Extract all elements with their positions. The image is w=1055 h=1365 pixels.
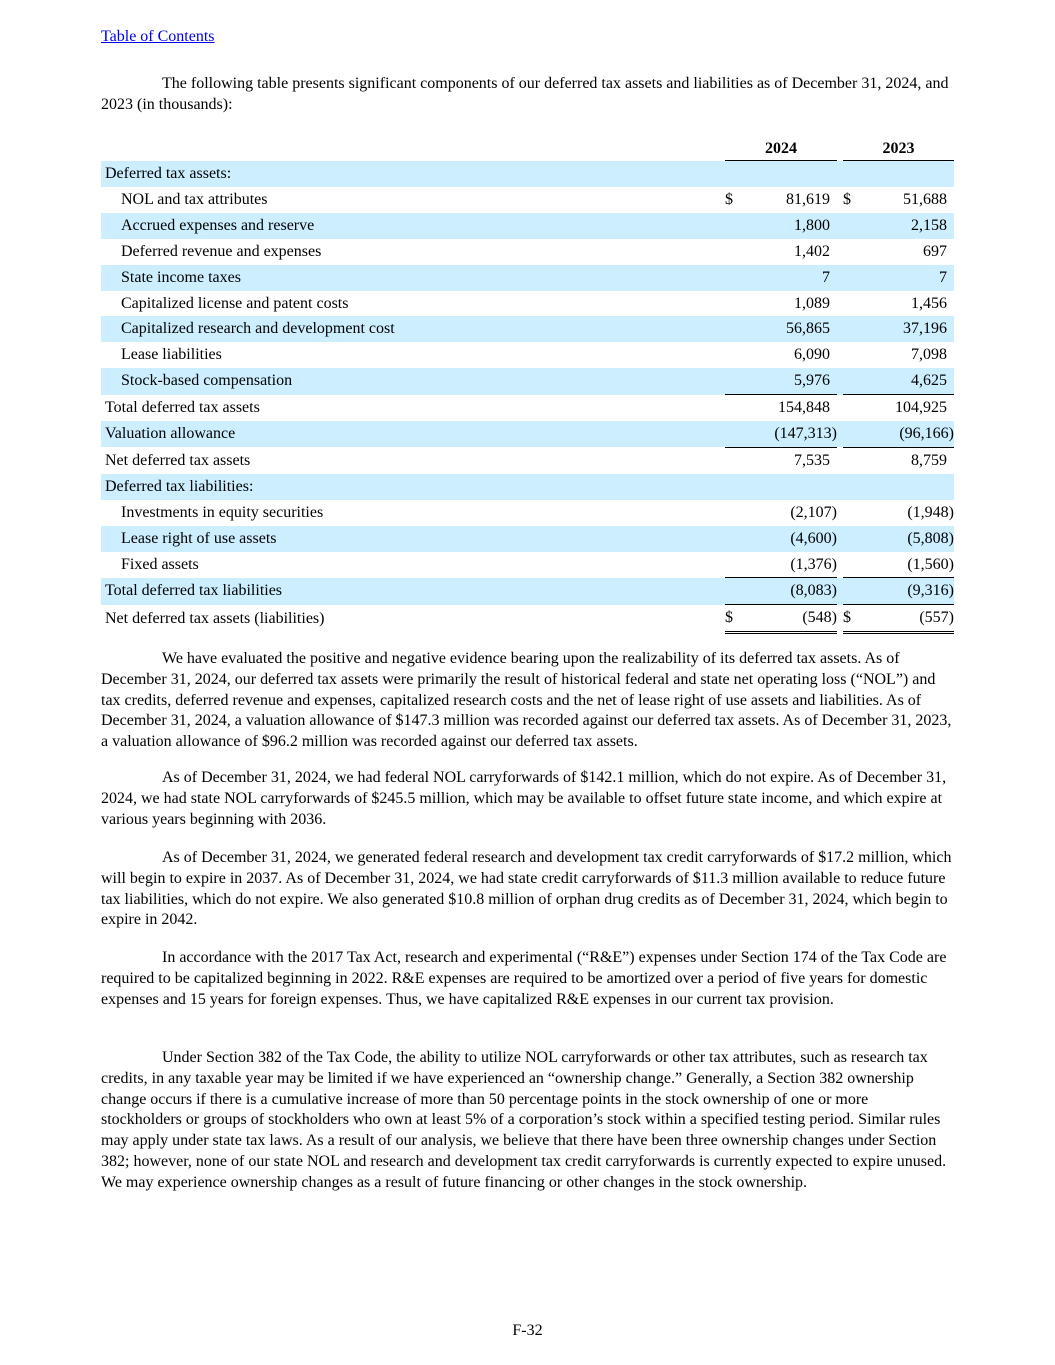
value-2023: (5,808) xyxy=(863,526,954,552)
value-2023: 2,158 xyxy=(863,213,954,239)
table-row xyxy=(101,578,954,605)
row-label: Net deferred tax assets (liabilities) xyxy=(105,609,325,627)
row-label: Accrued expenses and reserve xyxy=(101,213,721,239)
page-number: F-32 xyxy=(512,1322,543,1339)
value-2023: 104,925 xyxy=(895,399,947,417)
row-label: Deferred tax liabilities: xyxy=(101,474,721,500)
value-2024: 154,848 xyxy=(778,399,830,417)
value-2023: 37,196 xyxy=(863,316,954,342)
value-2024: (1,376) xyxy=(745,552,837,578)
value-2024: 56,865 xyxy=(745,316,837,342)
value-2024: 5,976 xyxy=(745,368,837,394)
row-label: Total deferred tax liabilities xyxy=(101,578,721,605)
row-label: Deferred revenue and expenses xyxy=(121,242,322,260)
value-2023: 4,625 xyxy=(863,368,954,394)
value-2024: 7,535 xyxy=(794,451,830,469)
table-row xyxy=(101,474,954,500)
paragraph-nol-carryforwards: As of December 31, 2024, we had federal NOL carryforwards of $142.1 million, which do not expire. As of December 31, 2024, we had state NOL carryforwards of $245.5 million, which may be available to offset future state income, and which expire at various years beginning with 2036. xyxy=(101,769,947,828)
value-2023: 697 xyxy=(923,242,947,260)
paragraph-section-174: In accordance with the 2017 Tax Act, research and experimental (“R&E”) expenses under Section 174 of the Tax Code are required to be capitalized beginning in 2022. R&E expenses are required to be amortized over a period of five years for domestic expenses and 15 years for foreign expenses. Thus, we have capitalized R&E expenses in our current tax provision. xyxy=(101,949,947,1008)
value-2023: 1,456 xyxy=(911,294,947,312)
row-label: Net deferred tax assets xyxy=(105,451,251,469)
table-row xyxy=(101,526,954,552)
table-row xyxy=(101,316,954,342)
table-row xyxy=(101,291,954,317)
table-row xyxy=(101,187,954,213)
currency-symbol: $ xyxy=(843,190,851,208)
value-2024: 1,402 xyxy=(794,242,830,260)
column-header-2024: 2024 xyxy=(725,138,837,161)
value-2024: (2,107) xyxy=(790,503,837,521)
table-row xyxy=(101,447,954,473)
value-2023: (96,166) xyxy=(863,421,954,447)
table-row xyxy=(101,161,954,187)
row-label: Valuation allowance xyxy=(101,421,721,447)
row-label: Capitalized research and development cost xyxy=(101,316,721,342)
row-label: Total deferred tax assets xyxy=(105,398,260,416)
value-2023: 7 xyxy=(863,265,954,291)
table-header-row xyxy=(101,138,954,161)
table-row xyxy=(101,605,954,633)
value-2024: (4,600) xyxy=(745,526,837,552)
table-row xyxy=(101,368,954,394)
table-row xyxy=(101,552,954,578)
row-label: Deferred tax assets: xyxy=(101,161,721,187)
value-2023: (557) xyxy=(863,605,954,633)
row-label: Fixed assets xyxy=(121,555,199,573)
table-row xyxy=(101,421,954,447)
row-label: Investments in equity securities xyxy=(121,503,324,521)
value-2023: 8,759 xyxy=(911,451,947,469)
row-label: Capitalized license and patent costs xyxy=(121,294,349,312)
row-label: NOL and tax attributes xyxy=(121,190,268,208)
currency-symbol: $ xyxy=(843,605,863,633)
value-2023: (1,948) xyxy=(907,503,954,521)
value-2023: (9,316) xyxy=(863,578,954,605)
paragraph-section-382: Under Section 382 of the Tax Code, the ability to utilize NOL carryforwards or other tax attributes, such as research tax credits, in any taxable year may be limited if we have experienced an “ownership change.” Generally, a Section 382 ownership change occurs if there is a cumulative increase of more than 50 percentage points in the stock ownership of one or more stockholders or groups of stockholders who own at least 5% of a corporation’s stock within a specified testing period. Similar rules may apply under state tax laws. As a result of our analysis, we believe that there have been three ownership changes under Section 382; however, none of our state NOL and research and development tax credit carryforwards is currently expected to expire unused. We may experience ownership changes as a result of future financing or other changes in the stock ownership. xyxy=(101,1049,947,1191)
row-label: Lease liabilities xyxy=(121,346,222,364)
table-row xyxy=(101,213,954,239)
currency-symbol: $ xyxy=(725,605,745,633)
row-label: Stock-based compensation xyxy=(101,368,721,394)
table-row xyxy=(101,342,954,368)
value-2024: (147,313) xyxy=(745,421,837,447)
value-2024: 7 xyxy=(745,265,837,291)
table-row xyxy=(101,395,954,421)
table-row xyxy=(101,500,954,526)
table-row xyxy=(101,239,954,265)
value-2024: 1,800 xyxy=(745,213,837,239)
row-label: State income taxes xyxy=(101,265,721,291)
value-2024: (8,083) xyxy=(745,578,837,605)
column-header-2023: 2023 xyxy=(843,138,954,161)
value-2024: (548) xyxy=(745,605,837,633)
value-2023: 7,098 xyxy=(911,346,947,364)
value-2024: 1,089 xyxy=(794,294,830,312)
deferred-tax-table xyxy=(101,138,954,634)
value-2023: (1,560) xyxy=(863,552,954,578)
currency-symbol: $ xyxy=(725,190,733,208)
value-2024: 6,090 xyxy=(794,346,830,364)
value-2023: 51,688 xyxy=(903,190,947,208)
value-2024: 81,619 xyxy=(786,190,830,208)
table-row xyxy=(101,265,954,291)
paragraph-tax-credits: As of December 31, 2024, we generated federal research and development tax credit carryforwards of $17.2 million, which will begin to expire in 2037. As of December 31, 2024, we had state credit carryforwards of $11.3 million available to reduce future tax liabilities, which do not expire. We also generated $10.8 million of orphan drug credits as of December 31, 2024, which begin to expire in 2042. xyxy=(101,849,952,929)
row-label: Lease right of use assets xyxy=(101,526,721,552)
paragraph-valuation-allowance: We have evaluated the positive and negative evidence bearing upon the realizability of its deferred tax assets. As of December 31, 2024, our deferred tax assets were primarily the result of historical federal and state net operating loss (“NOL”) and tax credits, deferred revenue and expenses, capitalized research costs and the net of lease right of use assets and liabilities. As of December 31, 2024, a valuation allowance of $147.3 million was recorded against our deferred tax assets. As of December 31, 2023, a valuation allowance of $96.2 million was recorded against our deferred tax assets. xyxy=(101,650,952,751)
intro-paragraph: The following table presents significant components of our deferred tax assets and liabilities as of December 31, 2024, and 2023 (in thousands): xyxy=(101,75,949,113)
table-of-contents-link[interactable]: Table of Contents xyxy=(101,28,215,45)
